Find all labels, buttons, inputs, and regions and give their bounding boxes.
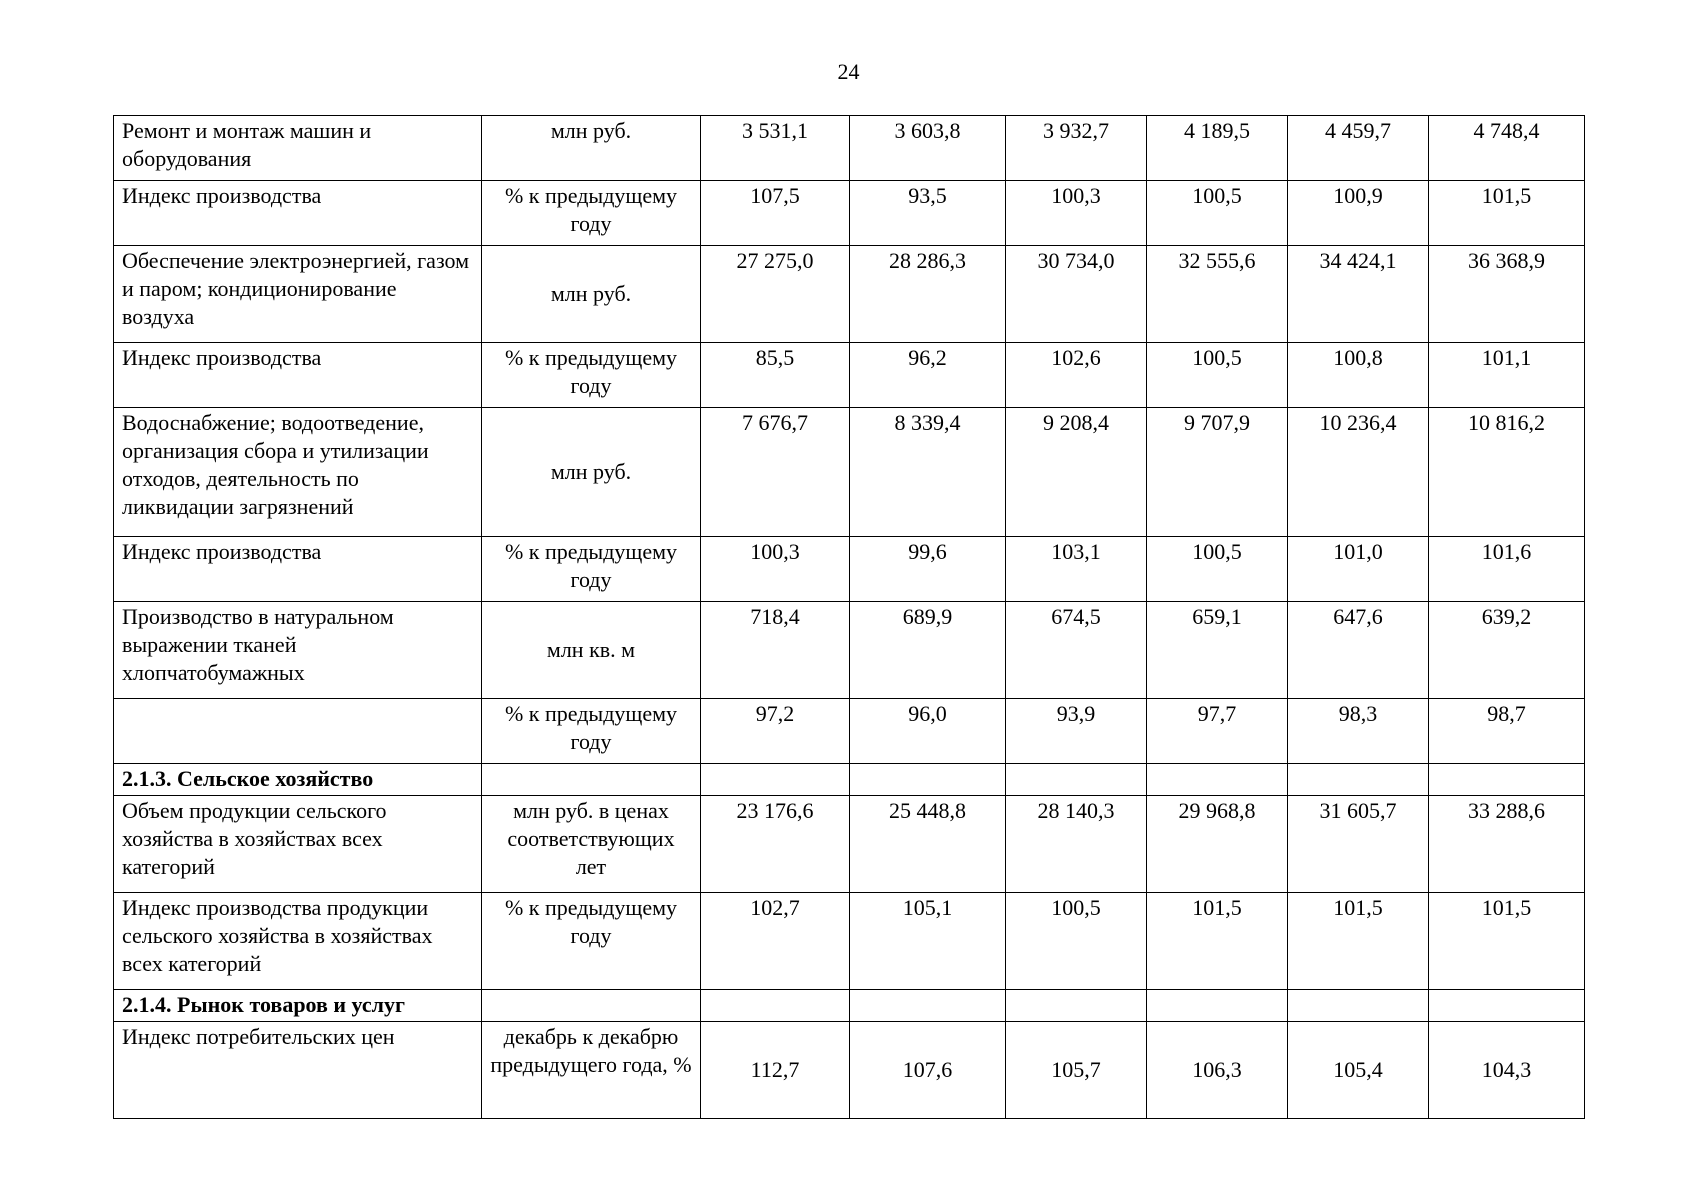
value-cell: 107,6 [850,1022,1006,1119]
value-cell [1147,990,1288,1022]
value-cell: 8 339,4 [850,408,1006,537]
data-table [113,115,1585,1119]
table-row [114,537,1585,602]
row-label: Индекс производства [114,343,482,408]
value-cell: 112,7 [701,1022,850,1119]
value-cell: 9 707,9 [1147,408,1288,537]
value-cell [1288,764,1429,796]
value-cell: 3 603,8 [850,116,1006,181]
row-unit: млн руб. [482,246,701,343]
value-cell: 96,0 [850,699,1006,764]
row-label: Индекс производства [114,537,482,602]
row-unit: % к предыдущему году [482,699,701,764]
row-label: Объем продукции сельского хозяйства в хозяйствах всех категорий [114,796,482,893]
value-cell: 32 555,6 [1147,246,1288,343]
value-cell: 31 605,7 [1288,796,1429,893]
value-cell: 102,6 [1006,343,1147,408]
value-cell: 33 288,6 [1429,796,1585,893]
value-cell: 689,9 [850,602,1006,699]
row-unit: млн руб. в ценах соответствующих лет [482,796,701,893]
value-cell [701,764,850,796]
value-cell: 101,5 [1288,893,1429,990]
value-cell: 100,5 [1147,181,1288,246]
value-cell: 85,5 [701,343,850,408]
row-unit [482,990,701,1022]
section-heading-row [114,764,1585,796]
value-cell: 29 968,8 [1147,796,1288,893]
value-cell [1006,764,1147,796]
value-cell: 101,5 [1429,181,1585,246]
row-label: Водоснабжение; водоотведение, организация сбора и утилизации отходов, деятельность по ликвидации загрязнений [114,408,482,537]
table-row [114,699,1585,764]
row-unit: % к предыдущему году [482,537,701,602]
value-cell: 34 424,1 [1288,246,1429,343]
row-unit: % к предыдущему году [482,343,701,408]
row-label: Индекс потребительских цен [114,1022,482,1119]
table-row [114,408,1585,537]
value-cell: 23 176,6 [701,796,850,893]
value-cell: 102,7 [701,893,850,990]
row-label: Индекс производства продукции сельского хозяйства в хозяйствах всех категорий [114,893,482,990]
value-cell: 98,3 [1288,699,1429,764]
row-label: Ремонт и монтаж машин и оборудования [114,116,482,181]
value-cell: 97,7 [1147,699,1288,764]
value-cell: 93,5 [850,181,1006,246]
value-cell: 106,3 [1147,1022,1288,1119]
table-row [114,1022,1585,1119]
value-cell: 10 816,2 [1429,408,1585,537]
value-cell: 105,4 [1288,1022,1429,1119]
row-unit: млн кв. м [482,602,701,699]
value-cell [850,764,1006,796]
value-cell: 101,5 [1147,893,1288,990]
table-row [114,893,1585,990]
value-cell: 98,7 [1429,699,1585,764]
row-unit [482,764,701,796]
value-cell: 25 448,8 [850,796,1006,893]
value-cell: 104,3 [1429,1022,1585,1119]
table-row [114,116,1585,181]
value-cell: 30 734,0 [1006,246,1147,343]
value-cell: 718,4 [701,602,850,699]
value-cell: 107,5 [701,181,850,246]
value-cell: 647,6 [1288,602,1429,699]
value-cell: 93,9 [1006,699,1147,764]
value-cell: 100,5 [1006,893,1147,990]
value-cell: 28 286,3 [850,246,1006,343]
row-label: Производство в натуральном выражении тканей хлопчатобумажных [114,602,482,699]
value-cell: 97,2 [701,699,850,764]
value-cell: 3 932,7 [1006,116,1147,181]
value-cell: 99,6 [850,537,1006,602]
value-cell: 639,2 [1429,602,1585,699]
value-cell: 100,3 [1006,181,1147,246]
row-unit: % к предыдущему году [482,893,701,990]
value-cell: 659,1 [1147,602,1288,699]
value-cell: 4 459,7 [1288,116,1429,181]
value-cell: 103,1 [1006,537,1147,602]
value-cell: 96,2 [850,343,1006,408]
value-cell: 105,1 [850,893,1006,990]
value-cell: 101,1 [1429,343,1585,408]
value-cell: 28 140,3 [1006,796,1147,893]
value-cell: 3 531,1 [701,116,850,181]
row-label: Обеспечение электроэнергией, газом и паром; кондиционирование воздуха [114,246,482,343]
value-cell: 100,8 [1288,343,1429,408]
row-unit: млн руб. [482,408,701,537]
section-title: 2.1.3. Сельское хозяйство [114,764,482,796]
value-cell: 7 676,7 [701,408,850,537]
table-row [114,796,1585,893]
value-cell: 100,5 [1147,343,1288,408]
table-row [114,602,1585,699]
value-cell: 101,5 [1429,893,1585,990]
value-cell [1147,764,1288,796]
row-unit: млн руб. [482,116,701,181]
section-heading-row [114,990,1585,1022]
value-cell: 9 208,4 [1006,408,1147,537]
value-cell: 27 275,0 [701,246,850,343]
row-unit: % к предыдущему году [482,181,701,246]
value-cell: 4 748,4 [1429,116,1585,181]
value-cell [701,990,850,1022]
table-row [114,343,1585,408]
section-title: 2.1.4. Рынок товаров и услуг [114,990,482,1022]
row-label [114,699,482,764]
value-cell: 36 368,9 [1429,246,1585,343]
value-cell [850,990,1006,1022]
page-number: 24 [837,59,860,84]
table-row [114,246,1585,343]
value-cell: 101,6 [1429,537,1585,602]
value-cell: 105,7 [1006,1022,1147,1119]
value-cell: 100,3 [701,537,850,602]
value-cell [1288,990,1429,1022]
row-unit: декабрь к декабрю предыдущего года, % [482,1022,701,1119]
value-cell: 4 189,5 [1147,116,1288,181]
value-cell [1429,990,1585,1022]
value-cell: 674,5 [1006,602,1147,699]
value-cell: 10 236,4 [1288,408,1429,537]
value-cell [1429,764,1585,796]
value-cell: 100,5 [1147,537,1288,602]
row-label: Индекс производства [114,181,482,246]
value-cell: 101,0 [1288,537,1429,602]
table-row [114,181,1585,246]
value-cell [1006,990,1147,1022]
value-cell: 100,9 [1288,181,1429,246]
